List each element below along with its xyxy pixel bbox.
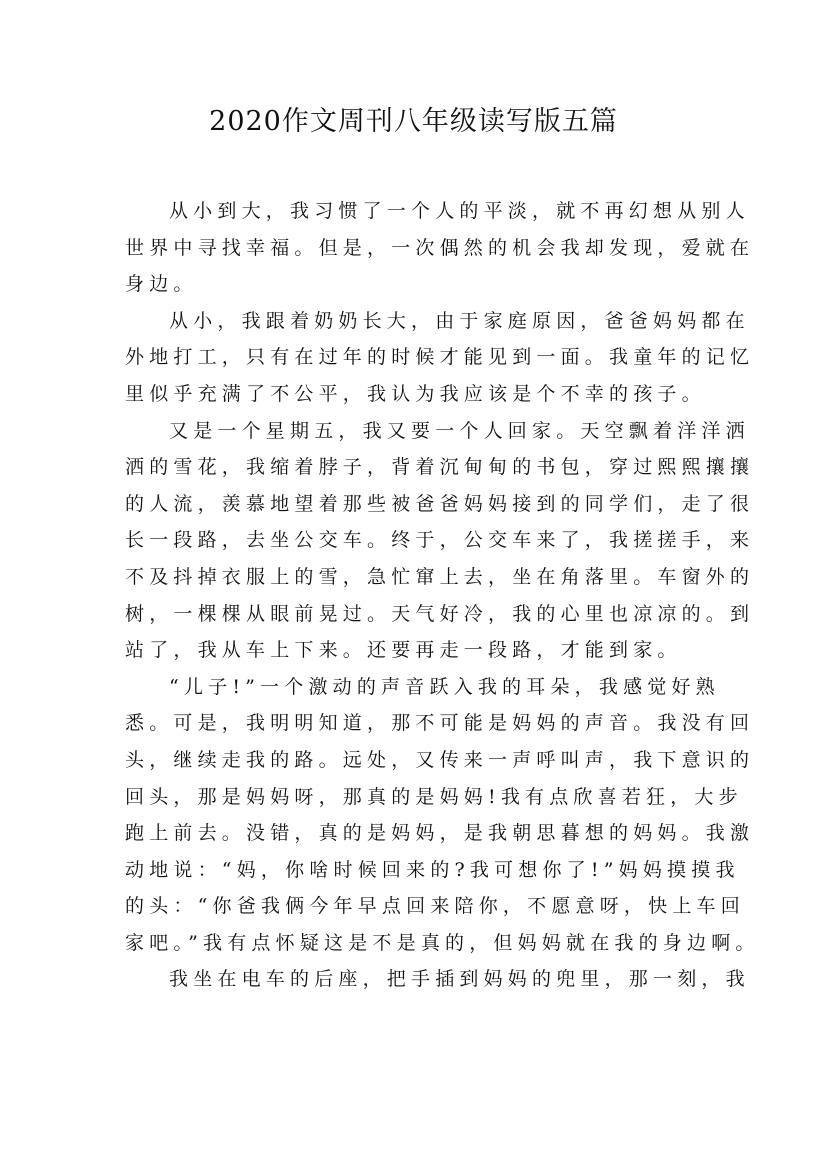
document-title: 2020作文周刊八年级读写版五篇: [209, 106, 618, 137]
body-line: “儿子!”一个激动的声音跃入我的耳朵，我感觉好熟: [169, 675, 720, 698]
body-line: 跑上前去。没错，真的是妈妈，是我朝思暮想的妈妈。我激: [125, 822, 755, 845]
body-line: 动地说：“妈，你啥时候回来的?我可想你了!”妈妈摸摸我: [125, 858, 740, 881]
body-line: 的人流，羡慕地望着那些被爸爸妈妈接到的同学们，走了很: [125, 492, 755, 515]
body-line: 从小，我跟着奶奶长大，由于家庭原因，爸爸妈妈都在: [169, 309, 750, 332]
body-line: 悉。可是，我明明知道，那不可能是妈妈的声音。我没有回: [125, 712, 755, 735]
body-line: 站了，我从车上下来。还要再走一段路，才能到家。: [125, 639, 682, 662]
body-line: 里似乎充满了不公平，我认为我应该是个不幸的孩子。: [125, 382, 706, 405]
body-line: 家吧。”我有点怀疑这是不是真的，但妈妈就在我的身边啊。: [125, 931, 760, 954]
document-body: [125, 193, 760, 998]
body-line: 外地打工，只有在过年的时候才能见到一面。我童年的记忆: [125, 346, 755, 369]
body-line: 从小到大，我习惯了一个人的平淡，就不再幻想从别人: [169, 200, 750, 222]
body-line: 又是一个星期五，我又要一个人回家。天空飘着洋洋洒: [169, 419, 750, 442]
body-line: 树，一棵棵从眼前晃过。天气好冷，我的心里也凉凉的。到: [125, 602, 755, 625]
body-line: 头，继续走我的路。远处，又传来一声呼叫声，我下意识的: [125, 748, 755, 771]
body-line: 我坐在电车的后座，把手插到妈妈的兜里，那一刻，我: [169, 968, 750, 991]
body-line: 不及抖掉衣服上的雪，急忙窜上去，坐在角落里。车窗外的: [125, 565, 755, 588]
body-line: 洒的雪花，我缩着脖子，背着沉甸甸的书包，穿过熙熙攘攘: [125, 456, 755, 479]
body-line: 的头：“你爸我俩今年早点回来陪你，不愿意呀，快上车回: [125, 895, 745, 918]
body-line: 世界中寻找幸福。但是，一次偶然的机会我却发现，爱就在: [125, 236, 755, 259]
body-line: 身边。: [125, 273, 198, 296]
body-line: 回头，那是妈妈呀，那真的是妈妈!我有点欣喜若狂，大步: [125, 785, 743, 808]
body-line: 长一段路，去坐公交车。终于，公交车来了，我搓搓手，来: [125, 529, 755, 552]
